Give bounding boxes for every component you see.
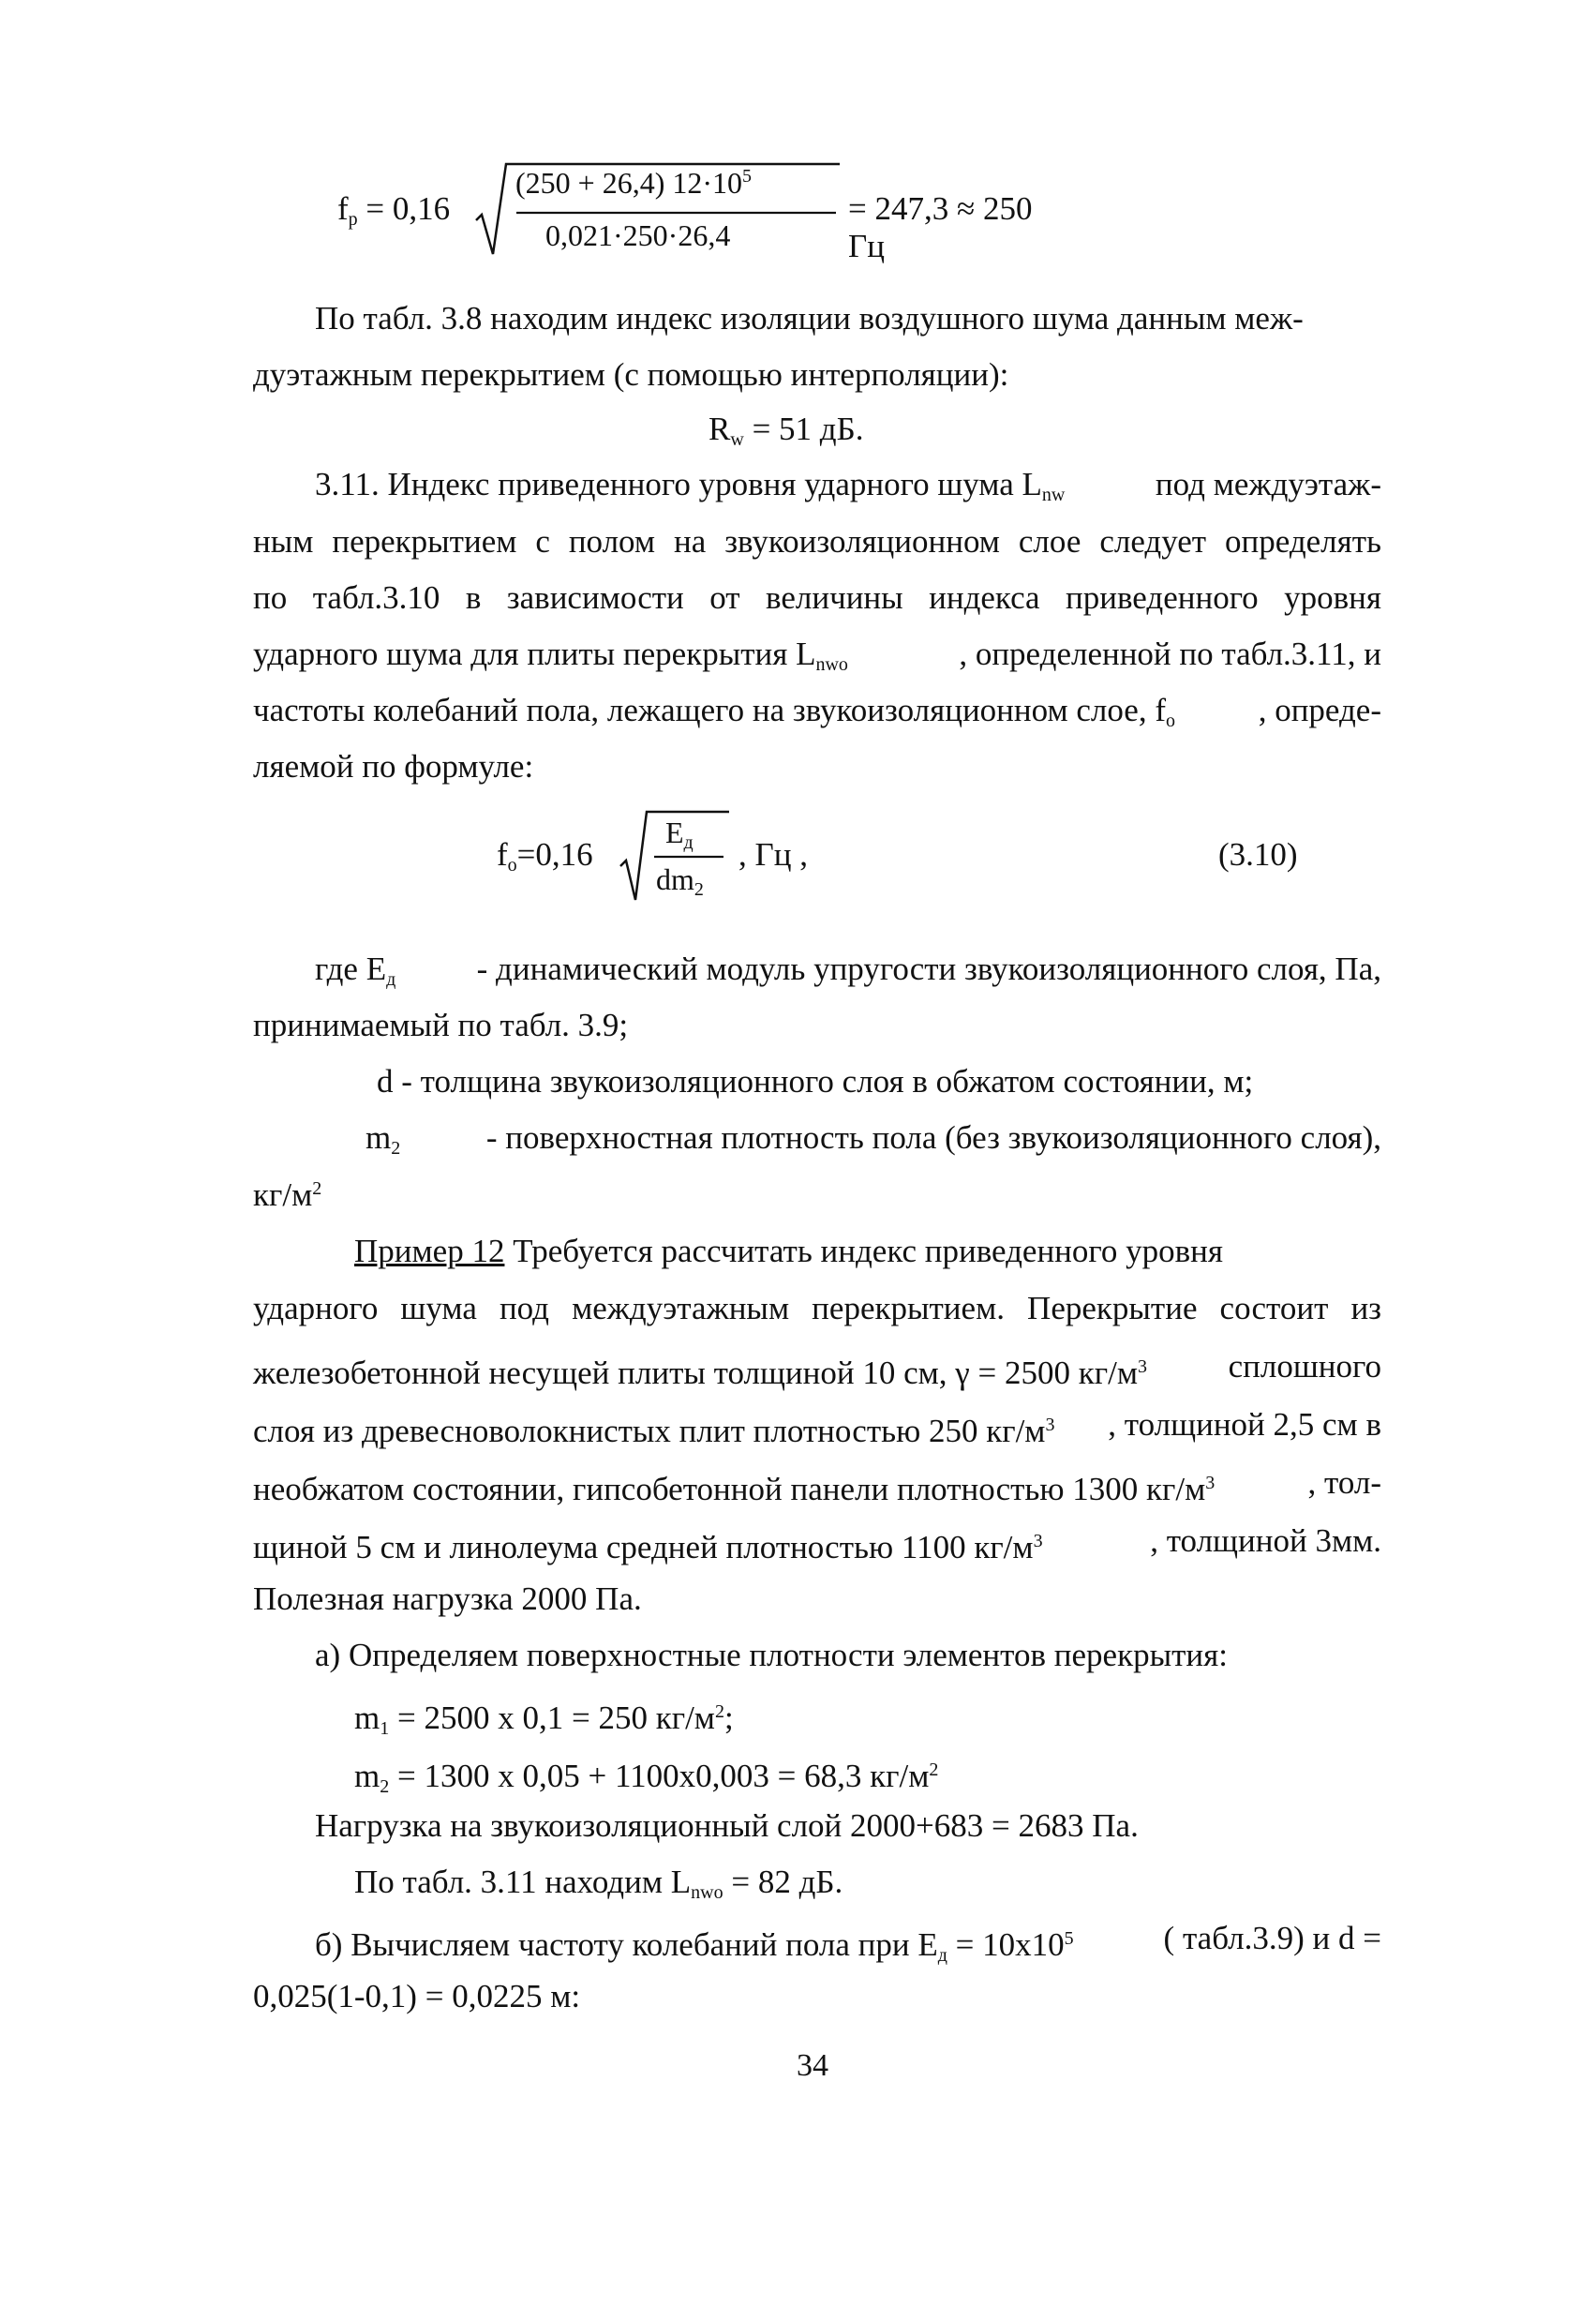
where-line2: принимаемый по табл. 3.9; (253, 1007, 629, 1043)
formula-2-numerator: $E_д$ (665, 816, 694, 853)
formula-2-unit: , Гц , (738, 836, 808, 873)
para2-line3: по табл.3.10 в зависимости от величины индекса приведенного уровня (253, 579, 1381, 616)
rw-value: $R_w = 51$ дБ. (709, 411, 864, 450)
para2-line2: ным перекрытием с полом на звукоизоляционном слое следует определять (253, 523, 1381, 560)
formula-1-result: = 247,3 ≈ 250 Гц (848, 190, 1033, 264)
formula-1-lhs: $f_p = 0,16$ (337, 190, 451, 230)
step-b-line1: б) Вычисляем частоту колебаний пола при $E_д = 10х10^5$ ( табл.3.9) и d = (315, 1920, 1381, 1966)
where-m-line: $m_2$ - поверхностная плотность пола (без звукоизоляционного слоя), (365, 1119, 1381, 1159)
where-unit: $кг/м^2$ (253, 1176, 322, 1213)
example-line2: ударного шума под междуэтажным перекрытием. Перекрытие состоит из (253, 1290, 1381, 1326)
para1-line1: По табл. 3.8 находим индекс изоляции воздушного шума данным меж- (315, 300, 1304, 337)
example-label: Пример 12 (354, 1233, 505, 1269)
para2-line5: частоты колебаний пола, лежащего на звукоизоляционном слое, $f_o$ , опреде- (253, 692, 1381, 731)
para2-line4: ударного шума для плиты перекрытия $L_{nwo}$ , определенной по табл.3.11, и (253, 636, 1381, 675)
step-a-title: а) Определяем поверхностные плотности элементов перекрытия: (315, 1637, 1228, 1673)
formula-2-denominator: $dm_2$ (656, 862, 704, 900)
para1-line2: дуэтажным перекрытием (с помощью интерполяции): (253, 356, 1009, 393)
formula-1-numerator: (250 + 26,4) $12\cdot 10^5$ (515, 166, 753, 200)
step-a-load: Нагрузка на звукоизоляционный слой 2000+683 = 2683 Па. (315, 1807, 1139, 1844)
step-a-table: По табл. 3.11 находим $L_{nwo} = 82$ дБ. (354, 1864, 843, 1903)
step-b-line2: 0,025(1-0,1) = 0,0225 м: (253, 1978, 581, 2014)
example-line7: Полезная нагрузка 2000 Па. (253, 1580, 642, 1617)
example-line4: слоя из древесноволокнистых плит плотностью 250 $кг/м^3$ , толщиной 2,5 см в (253, 1406, 1381, 1449)
example-line3: железобетонной несущей плиты толщиной 10 см, γ = 2500 $кг/м^3$ сплошного (253, 1348, 1381, 1391)
page-number: 34 (797, 2048, 828, 2083)
example-line6: щиной 5 см и линолеума средней плотностью 1100 $кг/м^3$ , толщиной 3мм. (253, 1522, 1381, 1565)
formula-1-denominator: 0,021·250·26,4 (545, 218, 731, 252)
formula-1 (337, 155, 1050, 262)
where-line1: где $E_д$ - динамический модуль упругости звукоизоляционного слоя, Па, (315, 951, 1381, 990)
para2-line1: 3.11. Индекс приведенного уровня ударного шума $L_{nw}$ под междуэтаж- (315, 466, 1381, 505)
para2-line6: ляемой по формуле: (253, 748, 534, 785)
formula-2-lhs: $f_o=0,16$ (497, 836, 593, 876)
example-line5: необжатом состоянии, гипсобетонной панели плотностью 1300 $кг/м^3$ , тол- (253, 1464, 1381, 1507)
step-a-m1: $m_1 = 2500$ х 0,1 = 250 $кг/м^2$; (354, 1700, 734, 1739)
formula-2-number: (3.10) (1218, 836, 1298, 873)
formula-2 (497, 806, 1396, 909)
step-a-m2: $m_2 = 1300$ х 0,05 + 1100х0,003 = 68,3 $кг/м^2$ (354, 1758, 939, 1797)
example-line1: Пример 12 Требуется рассчитать индекс приведенного уровня (354, 1233, 1224, 1269)
where-d-line: d - толщина звукоизоляционного слоя в обжатом состоянии, м; (377, 1063, 1254, 1100)
